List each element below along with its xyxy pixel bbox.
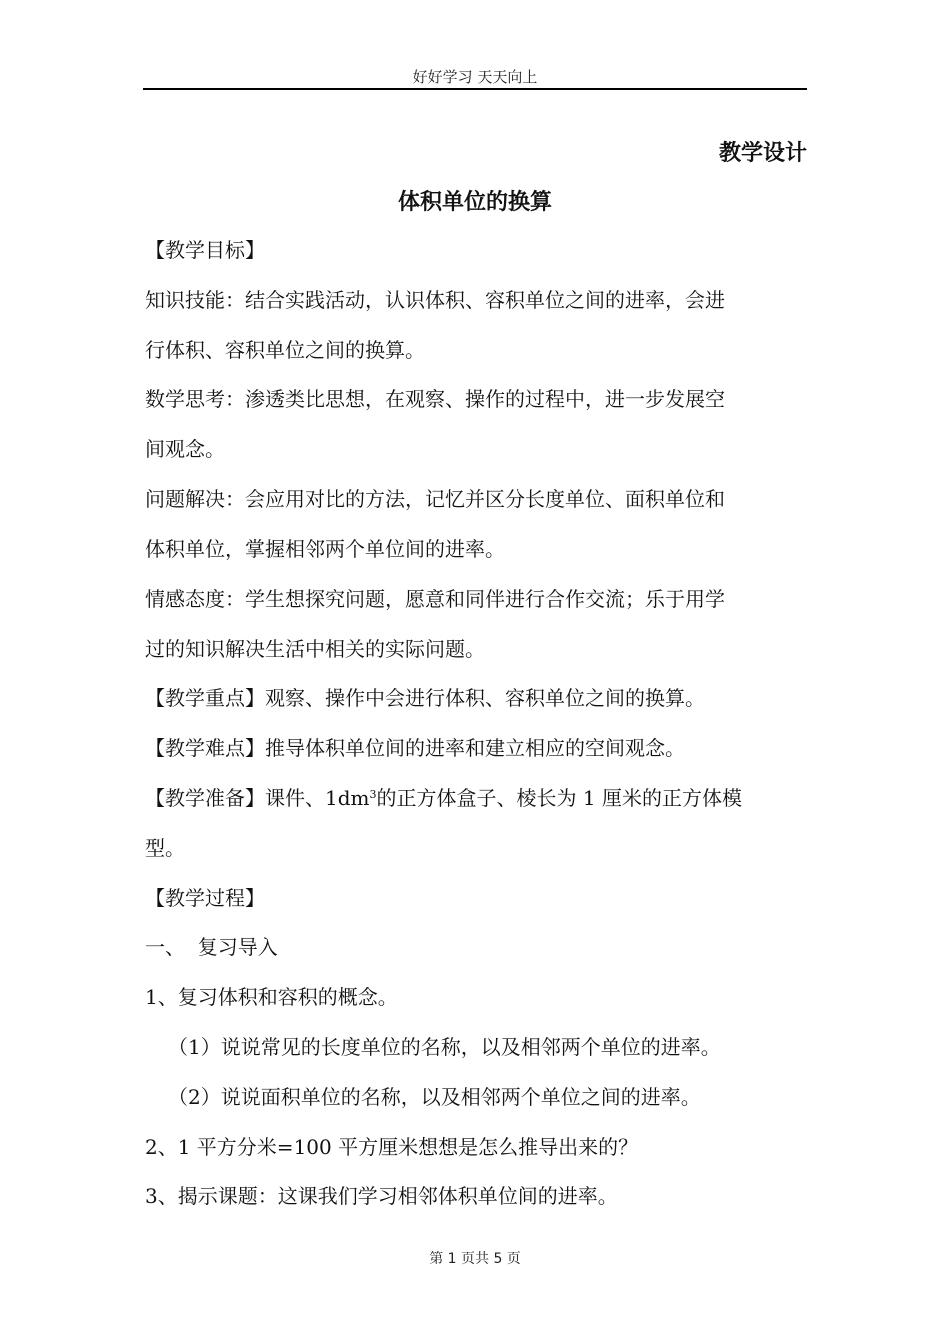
header-divider (143, 88, 807, 90)
process-heading: 【教学过程】 (145, 886, 265, 910)
problem-solving-line-1: 问题解决：会应用对比的方法，记忆并区分长度单位、面积单位和 (145, 487, 725, 511)
superscript-three: 3 (369, 788, 377, 801)
page-header: 好好学习 天天向上 (412, 68, 538, 86)
item-1: 1、复习体积和容积的概念。 (145, 985, 398, 1009)
page-footer: 第 1 页共 5 页 (429, 1251, 521, 1267)
objectives-heading: 【教学目标】 (145, 238, 265, 262)
problem-solving-line-2: 体积单位，掌握相邻两个单位间的进率。 (145, 537, 505, 561)
preparation-line-1 (145, 785, 742, 811)
document-label: 教学设计 (718, 141, 807, 166)
item-3: 3、揭示课题：这课我们学习相邻体积单位间的进率。 (145, 1184, 618, 1208)
preparation-text-after: 的正方体盒子、棱长为 1 厘米的正方体模 (376, 786, 742, 810)
knowledge-skills-line-1: 知识技能：结合实践活动，认识体积、容积单位之间的进率，会进 (145, 288, 725, 312)
key-point: 【教学重点】观察、操作中会进行体积、容积单位之间的换算。 (145, 686, 705, 710)
math-thinking-line-1: 数学思考：渗透类比思想，在观察、操作的过程中，进一步发展空 (145, 387, 725, 411)
preparation-line-2: 型。 (145, 836, 185, 860)
preparation-text-before: 【教学准备】课件、1dm (145, 786, 370, 810)
attitude-line-2: 过的知识解决生活中相关的实际问题。 (145, 637, 485, 661)
math-thinking-line-2: 间观念。 (145, 437, 225, 461)
item-2: 2、1 平方分米=100 平方厘米想想是怎么推导出来的？ (145, 1135, 639, 1159)
knowledge-skills-line-2: 行体积、容积单位之间的换算。 (145, 338, 425, 362)
document-title: 体积单位的换算 (397, 190, 552, 215)
difficulty: 【教学难点】推导体积单位间的进率和建立相应的空间观念。 (145, 736, 685, 760)
section-review-intro: 一、 复习导入 (145, 935, 278, 959)
item-1-1: （1）说说常见的长度单位的名称，以及相邻两个单位的进率。 (168, 1035, 721, 1059)
attitude-line-1: 情感态度：学生想探究问题，愿意和同伴进行合作交流；乐于用学 (145, 587, 725, 611)
item-1-2: （2）说说面积单位的名称，以及相邻两个单位之间的进率。 (168, 1085, 701, 1109)
